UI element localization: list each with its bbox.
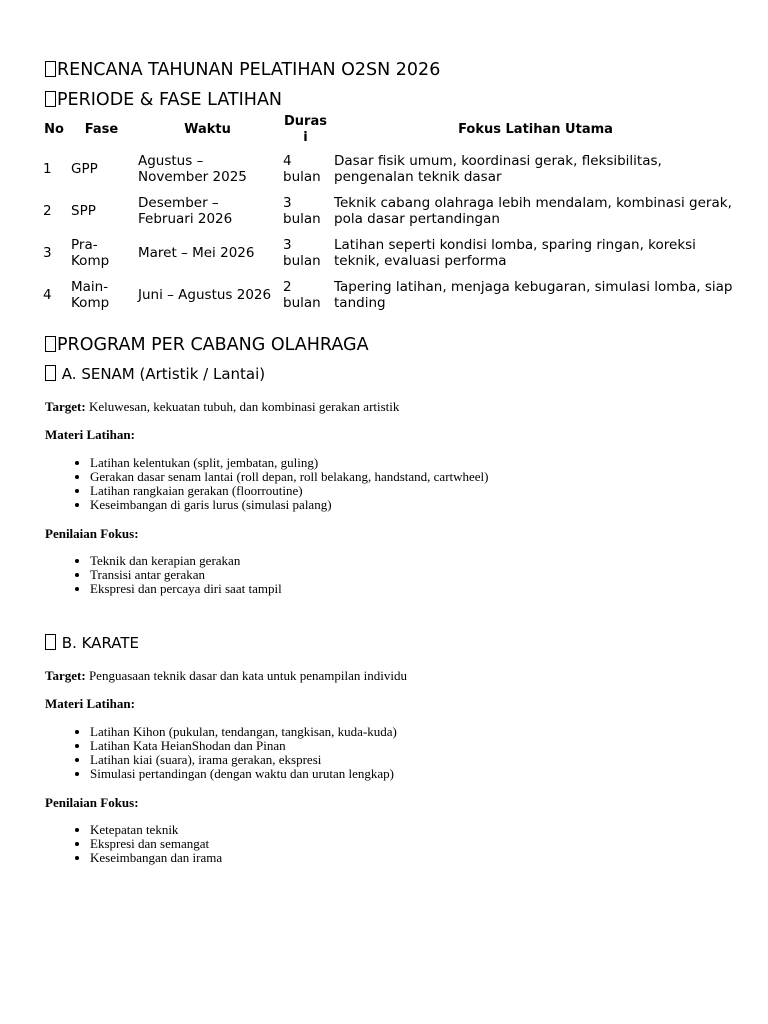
karate-penilaian-label: Penilaian Fokus: [45,795,139,810]
list-item: • Teknik dan kerapian gerakan [90,554,282,568]
document-title: RENCANA TAHUNAN PELATIHAN O2SN 2026 [45,60,440,80]
list-item: • Simulasi pertandingan (dengan waktu dan urutan lengkap) [90,767,397,781]
senam-materi-list [45,456,489,512]
list-item: • Gerakan dasar senam lantai (roll depan, roll belakang, handstand, cartwheel) [90,470,489,484]
cell-waktu: Juni – Agustus 2026 [138,287,272,303]
col-header-fase: Fase [84,122,119,137]
list-item: • Ekspresi dan percaya diri saat tampil [90,582,282,596]
list-item: • Transisi antar gerakan [90,568,282,582]
missing-glyph-icon [45,365,56,381]
senam-penilaian-list [45,554,282,596]
cell-fokus: Tapering latihan, menjaga kebugaran, simulasi lomba, siap tanding [334,279,733,311]
cell-no: 1 [43,161,52,177]
cell-durasi: 3 bulan [283,195,321,227]
col-header-waktu: Waktu [184,122,231,137]
karate-penilaian-list [45,823,222,865]
cell-fokus: Latihan seperti kondisi lomba, sparing ringan, koreksi teknik, evaluasi performa [334,237,696,269]
periode-heading: PERIODE & FASE LATIHAN [45,90,282,110]
cell-waktu: Maret – Mei 2026 [138,245,255,261]
periode-table [40,112,740,316]
col-header-durasi: Durasi [284,114,327,145]
table-header-row [40,112,740,148]
list-item: • Keseimbangan di garis lurus (simulasi palang) [90,498,489,512]
table-row [40,190,740,232]
missing-glyph-icon [45,61,56,77]
cell-no: 3 [43,245,52,261]
cell-fokus: Dasar fisik umum, koordinasi gerak, fleksibilitas, pengenalan teknik dasar [334,153,662,185]
list-item: • Keseimbangan dan irama [90,851,222,865]
karate-target: Target: Penguasaan teknik dasar dan kata untuk penampilan individu [45,668,407,683]
cell-fase: Main-Komp [71,279,110,311]
cell-fase: GPP [71,161,98,177]
cell-durasi: 4 bulan [283,153,321,185]
list-item: • Latihan kiai (suara), irama gerakan, ekspresi [90,753,397,767]
senam-penilaian-label: Penilaian Fokus: [45,526,139,541]
cell-durasi: 2 bulan [283,279,321,311]
list-item: • Latihan rangkaian gerakan (floorroutine) [90,484,489,498]
cell-waktu: Desember – Februari 2026 [138,195,233,227]
cell-no: 4 [43,287,52,303]
missing-glyph-icon [45,634,56,650]
list-item: • Ketepatan teknik [90,823,222,837]
program-heading: PROGRAM PER CABANG OLAHRAGA [45,335,369,355]
cell-waktu: Agustus – November 2025 [138,153,247,185]
karate-materi-label: Materi Latihan: [45,696,135,711]
list-item: • Latihan Kata HeianShodan dan Pinan [90,739,397,753]
cell-no: 2 [43,203,52,219]
list-item: • Latihan Kihon (pukulan, tendangan, tangkisan, kuda-kuda) [90,725,397,739]
missing-glyph-icon [45,91,56,107]
missing-glyph-icon [45,336,56,352]
senam-heading: A. SENAM (Artistik / Lantai) [45,365,265,383]
table-row [40,274,740,316]
cell-fase: SPP [71,203,96,219]
karate-heading: B. KARATE [45,634,139,652]
cell-durasi: 3 bulan [283,237,321,269]
senam-target: Target: Keluwesan, kekuatan tubuh, dan kombinasi gerakan artistik [45,399,400,414]
senam-materi-label: Materi Latihan: [45,427,135,442]
karate-materi-list [45,725,397,781]
cell-fokus: Teknik cabang olahraga lebih mendalam, kombinasi gerak, pola dasar pertandingan [334,195,732,227]
list-item: • Ekspresi dan semangat [90,837,222,851]
list-item: • Latihan kelentukan (split, jembatan, guling) [90,456,489,470]
cell-fase: Pra-Komp [71,237,110,269]
table-row [40,232,740,274]
col-header-no: No [44,122,64,137]
col-header-fokus: Fokus Latihan Utama [458,122,613,137]
table-row [40,148,740,190]
